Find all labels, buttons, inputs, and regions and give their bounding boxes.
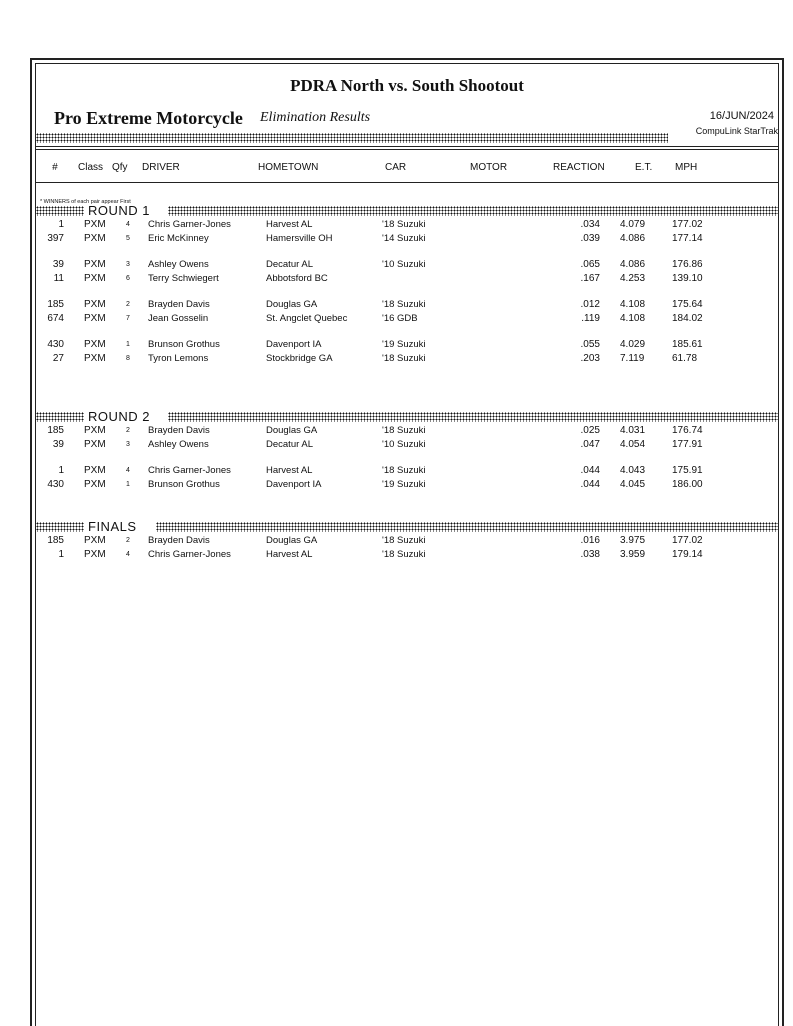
cell-et: 7.119	[620, 353, 645, 364]
cell-class: PXM	[84, 233, 106, 244]
cell-mph: 185.61	[672, 339, 703, 350]
cell-car: '18 Suzuki	[382, 425, 426, 436]
cell-driver: Terry Schwiegert	[148, 273, 219, 284]
cell-reaction: .039	[580, 233, 600, 244]
col-driver: DRIVER	[142, 162, 180, 173]
cell-num: 397	[47, 233, 64, 244]
cell-class: PXM	[84, 425, 106, 436]
cell-num: 430	[47, 339, 64, 350]
col-mph: MPH	[675, 162, 698, 173]
cell-et: 4.108	[620, 299, 646, 310]
cell-reaction: .034	[580, 219, 600, 230]
cell-class: PXM	[84, 465, 106, 476]
result-row	[32, 299, 782, 313]
cell-hometown: Decatur AL	[266, 439, 313, 450]
cell-qfy: 4	[126, 551, 130, 558]
cell-et: 4.079	[620, 219, 646, 230]
cell-num: 11	[53, 273, 64, 284]
cell-mph: 186.00	[672, 479, 703, 490]
cell-driver: Chris Garner-Jones	[148, 219, 231, 230]
dotted-rule	[36, 522, 84, 532]
cell-num: 39	[52, 259, 64, 270]
cell-car: '18 Suzuki	[382, 219, 426, 230]
cell-driver: Ashley Owens	[148, 259, 209, 270]
cell-qfy: 1	[126, 341, 130, 348]
cell-reaction: .119	[581, 313, 600, 324]
cell-et: 3.975	[620, 535, 646, 546]
cell-mph: 177.02	[672, 219, 703, 230]
cell-mph: 61.78	[672, 353, 698, 364]
cell-car: '10 Suzuki	[382, 439, 426, 450]
round-label: ROUND 2	[88, 409, 151, 424]
col-qfy: Qfy	[112, 162, 128, 173]
cell-num: 1	[58, 465, 64, 476]
cell-class: PXM	[84, 339, 106, 350]
divider	[36, 182, 778, 183]
divider	[36, 149, 778, 150]
cell-qfy: 2	[126, 537, 130, 544]
cell-driver: Brunson Grothus	[148, 339, 220, 350]
cell-et: 3.959	[620, 549, 646, 560]
event-title: PDRA North vs. South Shootout	[290, 76, 524, 95]
cell-driver: Brayden Davis	[148, 299, 210, 310]
result-row	[32, 465, 782, 479]
cell-qfy: 8	[126, 355, 130, 362]
result-row	[32, 479, 782, 493]
cell-num: 39	[52, 439, 64, 450]
result-row	[32, 549, 782, 563]
col-et: E.T.	[635, 162, 653, 173]
cell-num: 27	[52, 353, 64, 364]
cell-reaction: .055	[580, 339, 600, 350]
cell-driver: Ashley Owens	[148, 439, 209, 450]
timing-system: CompuLink StarTrak	[695, 126, 778, 136]
cell-reaction: .025	[580, 425, 600, 436]
cell-qfy: 4	[126, 221, 130, 228]
cell-et: 4.029	[620, 339, 646, 350]
frame-line	[35, 63, 779, 64]
cell-car: '18 Suzuki	[382, 353, 426, 364]
cell-num: 185	[47, 425, 64, 436]
cell-reaction: .016	[580, 535, 600, 546]
col-num: #	[52, 162, 58, 173]
cell-hometown: Harvest AL	[266, 219, 313, 230]
cell-car: '19 Suzuki	[382, 479, 426, 490]
cell-reaction: .044	[580, 465, 600, 476]
cell-et: 4.031	[620, 425, 646, 436]
cell-mph: 176.74	[672, 425, 703, 436]
cell-hometown: Davenport IA	[266, 479, 322, 490]
results-subtitle: Elimination Results	[260, 110, 371, 125]
winners-note: * WINNERS of each pair appear First	[40, 199, 131, 205]
cell-reaction: .012	[580, 299, 600, 310]
cell-driver: Jean Gosselin	[148, 313, 209, 324]
cell-car: '16 GDB	[382, 313, 418, 324]
cell-num: 1	[58, 549, 64, 560]
cell-car: '14 Suzuki	[382, 233, 426, 244]
cell-driver: Brayden Davis	[148, 535, 210, 546]
round-header	[36, 411, 778, 423]
cell-reaction: .038	[580, 549, 600, 560]
col-reaction: REACTION	[553, 162, 605, 173]
cell-mph: 139.10	[672, 273, 703, 284]
cell-class: PXM	[84, 479, 106, 490]
cell-driver: Chris Garner-Jones	[148, 549, 231, 560]
dotted-rule	[168, 412, 778, 422]
cell-num: 185	[47, 535, 64, 546]
cell-qfy: 1	[126, 481, 130, 488]
results-sheet	[30, 58, 784, 1026]
cell-class: PXM	[84, 439, 106, 450]
cell-hometown: Douglas GA	[266, 299, 318, 310]
divider	[36, 146, 778, 147]
dotted-rule	[36, 206, 84, 216]
cell-class: PXM	[84, 259, 106, 270]
cell-mph: 176.86	[672, 259, 703, 270]
cell-car: '18 Suzuki	[382, 549, 426, 560]
col-car: CAR	[385, 162, 407, 173]
cell-num: 430	[47, 479, 64, 490]
cell-class: PXM	[84, 299, 106, 310]
cell-mph: 175.64	[672, 299, 703, 310]
col-hometown: HOMETOWN	[258, 162, 319, 173]
event-date: 16/JUN/2024	[709, 110, 774, 122]
cell-reaction: .044	[580, 479, 600, 490]
cell-driver: Brayden Davis	[148, 425, 210, 436]
cell-driver: Chris Garner-Jones	[148, 465, 231, 476]
result-row	[32, 233, 782, 247]
cell-class: PXM	[84, 219, 106, 230]
cell-qfy: 2	[126, 427, 130, 434]
col-motor: MOTOR	[470, 162, 508, 173]
cell-hometown: St. Angclet Quebec	[266, 313, 348, 324]
cell-hometown: Abbotsford BC	[266, 273, 328, 284]
result-row	[32, 219, 782, 233]
result-row	[32, 535, 782, 549]
cell-class: PXM	[84, 313, 106, 324]
cell-hometown: Decatur AL	[266, 259, 313, 270]
cell-driver: Tyron Lemons	[148, 353, 209, 364]
round-header	[36, 205, 778, 217]
result-row	[32, 259, 782, 273]
result-row	[32, 273, 782, 287]
cell-num: 185	[47, 299, 64, 310]
cell-num: 674	[47, 313, 64, 324]
cell-qfy: 3	[126, 261, 130, 268]
cell-driver: Eric McKinney	[148, 233, 209, 244]
round-label: ROUND 1	[88, 203, 151, 218]
cell-qfy: 3	[126, 441, 130, 448]
cell-mph: 175.91	[672, 465, 703, 476]
cell-et: 4.045	[620, 479, 646, 490]
cell-et: 4.108	[620, 313, 646, 324]
round-header	[36, 521, 778, 533]
cell-hometown: Stockbridge GA	[266, 353, 333, 364]
dotted-rule	[36, 133, 668, 143]
cell-class: PXM	[84, 353, 106, 364]
round-label: FINALS	[88, 519, 137, 534]
dotted-rule	[36, 412, 84, 422]
cell-mph: 184.02	[672, 313, 703, 324]
col-class: Class	[78, 162, 104, 173]
cell-reaction: .203	[580, 353, 600, 364]
cell-mph: 177.02	[672, 535, 703, 546]
cell-reaction: .047	[580, 439, 600, 450]
cell-car: '18 Suzuki	[382, 465, 426, 476]
dotted-rule	[156, 522, 778, 532]
result-row	[32, 439, 782, 453]
cell-hometown: Harvest AL	[266, 465, 313, 476]
result-row	[32, 339, 782, 353]
cell-hometown: Douglas GA	[266, 425, 318, 436]
result-row	[32, 353, 782, 367]
cell-reaction: .065	[580, 259, 600, 270]
cell-et: 4.086	[620, 233, 646, 244]
result-row	[32, 425, 782, 439]
cell-hometown: Hamersville OH	[266, 233, 333, 244]
cell-et: 4.043	[620, 465, 646, 476]
cell-qfy: 7	[126, 315, 130, 322]
cell-hometown: Douglas GA	[266, 535, 318, 546]
cell-et: 4.054	[620, 439, 646, 450]
dotted-rule	[168, 206, 778, 216]
cell-hometown: Harvest AL	[266, 549, 313, 560]
cell-mph: 179.14	[672, 549, 703, 560]
cell-class: PXM	[84, 273, 106, 284]
cell-qfy: 6	[126, 275, 130, 282]
class-title: Pro Extreme Motorcycle	[54, 108, 243, 128]
cell-mph: 177.91	[672, 439, 703, 450]
cell-car: '18 Suzuki	[382, 299, 426, 310]
cell-qfy: 5	[126, 235, 130, 242]
cell-hometown: Davenport IA	[266, 339, 322, 350]
cell-mph: 177.14	[672, 233, 703, 244]
cell-car: '19 Suzuki	[382, 339, 426, 350]
cell-driver: Brunson Grothus	[148, 479, 220, 490]
cell-num: 1	[58, 219, 64, 230]
cell-car: '10 Suzuki	[382, 259, 426, 270]
cell-class: PXM	[84, 535, 106, 546]
cell-car: '18 Suzuki	[382, 535, 426, 546]
cell-qfy: 4	[126, 467, 130, 474]
cell-et: 4.253	[620, 273, 646, 284]
cell-reaction: .167	[580, 273, 600, 284]
cell-et: 4.086	[620, 259, 646, 270]
cell-class: PXM	[84, 549, 106, 560]
result-row	[32, 313, 782, 327]
cell-qfy: 2	[126, 301, 130, 308]
